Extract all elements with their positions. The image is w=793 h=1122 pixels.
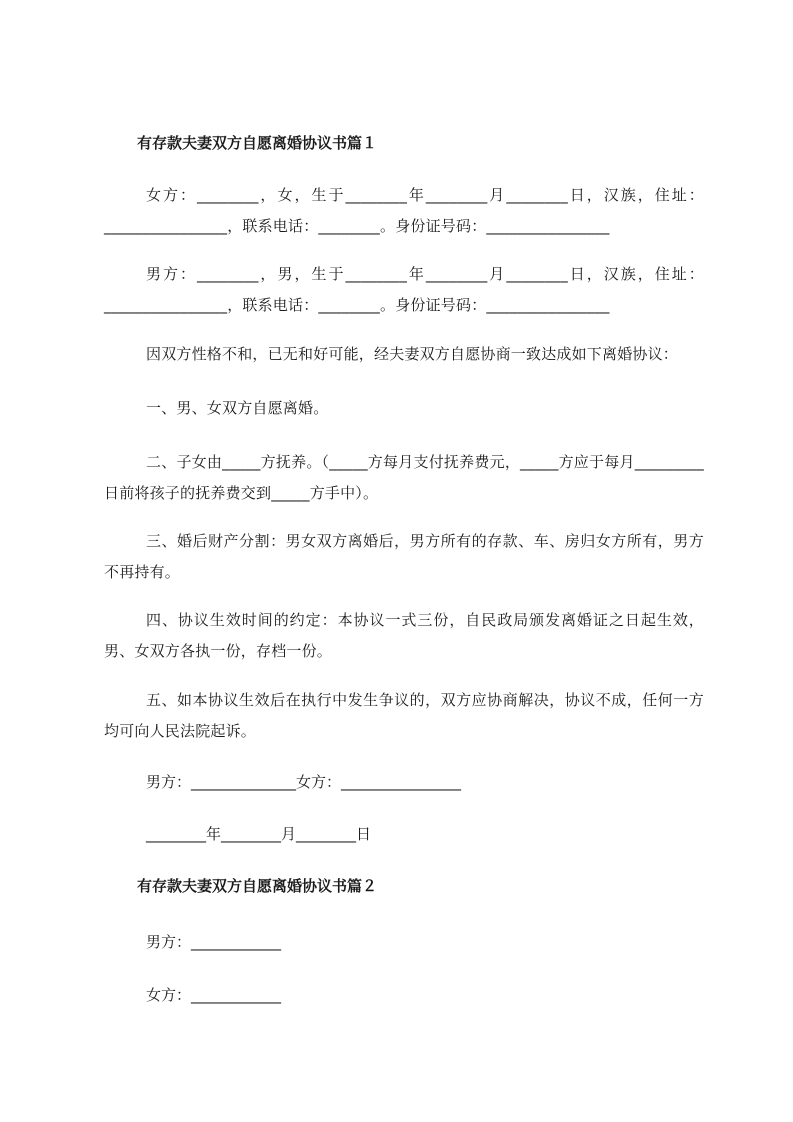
section2-female-line: 女方：____________ — [146, 986, 282, 1004]
female-info-paragraph: 女方：________，女，生于________年________月________日，汉族，住址：________________，联系电话：________。身份证号码：________________ — [104, 186, 704, 235]
intro-paragraph: 因双方性格不和，已无和好可能，经夫妻双方自愿协商一致达成如下离婚协议： — [146, 345, 679, 363]
section1-title: 有存款夫妻双方自愿离婚协议书篇１ — [137, 134, 378, 152]
clause-3-paragraph: 三、婚后财产分割：男女双方离婚后，男方所有的存款、车、房归女方所有，男方不再持有。 — [104, 532, 704, 581]
clause-1-paragraph: 一、男、女双方自愿离婚。 — [146, 399, 329, 417]
date-line: ________年________月________日 — [146, 825, 372, 843]
section2-male-line: 男方：____________ — [146, 933, 282, 951]
signature-line: 男方：______________女方：________________ — [146, 773, 462, 791]
male-info-paragraph: 男方：________，男，生于________年________月________日，汉族，住址：________________，联系电话：________。身份证号码：________________ — [104, 265, 704, 314]
clause-2-paragraph: 二、子女由_____方抚养。（_____方每月支付抚养费元，_____方应于每月_________日前将孩子的抚养费交到_____方手中）。 — [104, 453, 704, 502]
section2-title: 有存款夫妻双方自愿离婚协议书篇２ — [137, 877, 378, 895]
clause-4-paragraph: 四、协议生效时间的约定：本协议一式三份，自民政局颁发离婚证之日起生效，男、女双方各执一份，存档一份。 — [104, 611, 704, 660]
clause-5-paragraph: 五、如本协议生效后在执行中发生争议的，双方应协商解决，协议不成，任何一方均可向人民法院起诉。 — [104, 691, 704, 740]
